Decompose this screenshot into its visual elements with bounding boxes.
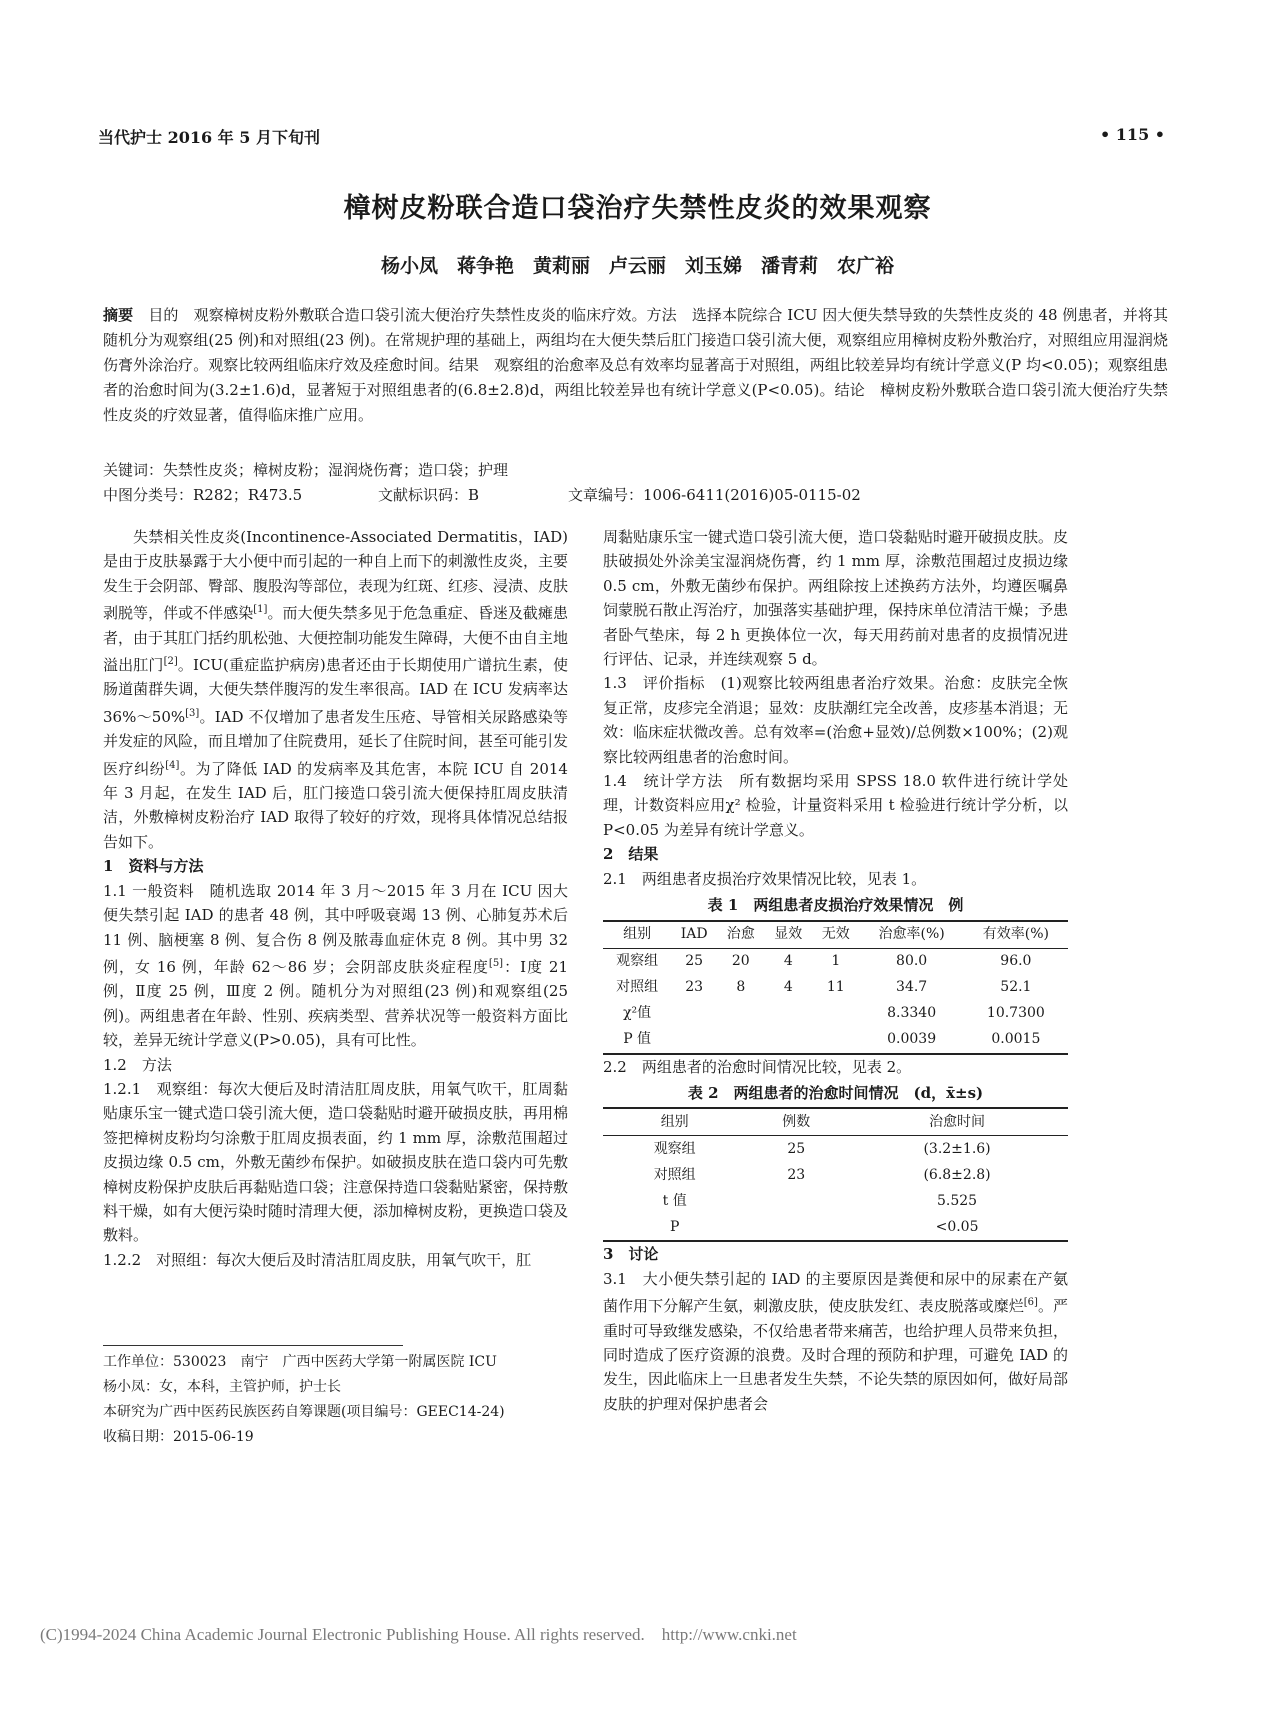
table-header-cell: 有效率(%): [964, 921, 1068, 949]
abstract-label: 摘要: [103, 306, 134, 324]
table-row: [603, 1162, 1068, 1188]
footnote-author: 杨小凤：女，本科，主管护师，护士长: [103, 1379, 341, 1395]
table-cell: 52.1: [1000, 979, 1032, 996]
table-cell: 80.0: [896, 953, 928, 970]
table-header-cell: 组别: [603, 1108, 746, 1136]
section-2-2: 2.2 两组患者的治愈时间情况比较，见表 2。: [603, 1057, 912, 1076]
table-cell: 11: [826, 979, 845, 996]
section-1-3: 1.3 评价指标 (1)观察比较两组患者治疗效果。治愈：皮肤完全恢复正常，皮疹完全消退；显效：皮肤潮红完全改善，皮疹基本消退；无效：临床症状微改善。总有效率=(治愈+显效)/总例数×100%；(2)观察比较两组患者的治愈时间。: [603, 674, 1069, 766]
section-1-2-1: 1.2.1 观察组：每次大便后及时清洁肛周皮肤，用氧气吹干，肛周黏贴康乐宝一键式造口袋引流大便，造口袋黏贴时避开破损皮肤，再用棉签把樟树皮粉均匀涂敷于肛周皮损表面，约 1 mm 厚，涂敷范围超过皮损边缘 0.5 cm，外敷无菌纱布保护。如破损皮肤在造口袋内可先敷樟树皮粉保护皮肤后再黏贴造口袋；注意保持造口袋黏贴紧密，保持敷料干燥，如有大便污染时随时清理大便，添加樟树皮粉，更换造口袋及敷料。: [103, 1079, 569, 1245]
table-cell: <0.05: [846, 1214, 1068, 1241]
table-header-cell: 无效: [812, 921, 859, 949]
author-list: 杨小凤 蒋争艳 黄莉丽 卢云丽 刘玉娣 潘青莉 农广裕: [380, 255, 894, 277]
table-cell: 10.7300: [986, 1005, 1045, 1022]
table-row: [603, 1136, 1068, 1163]
table-row: [603, 1188, 1068, 1214]
table-cell: 观察组: [616, 953, 659, 970]
table-cell: P: [603, 1214, 746, 1241]
abstract: [103, 303, 1168, 428]
section-heading-3: 3 讨论: [603, 1245, 659, 1264]
table-cell: 8: [736, 979, 746, 996]
table-cell: 1: [831, 953, 841, 970]
table-cell: [812, 1001, 859, 1027]
section-1-1-text-b: ：Ⅰ度 21 例，Ⅱ度 25 例，Ⅲ度 2 例。随机分为对照组(23 例)和观察组(25 例)。两组患者在年龄、性别、疾病类型、营养状况等一般资料方面比较，差异无统计学意义(P>0.05)，具有可比性。: [103, 957, 568, 1050]
section-heading-2: 2 结果: [603, 845, 659, 864]
section-3-1-text-b: 。严重时可导致继发感染，不仅给患者带来痛苦，也给护理人员带来负担，同时造成了医疗资源的浪费。及时合理的预防和护理，可避免 IAD 的发生，因此临床上一旦患者发生失禁，不论失禁的原因如何，做好局部皮肤的护理对保护患者会: [603, 1297, 1069, 1413]
table-row: [603, 975, 1068, 1001]
table-cell: [717, 1001, 764, 1027]
ref-1: [1]: [253, 604, 268, 616]
journal-running-head: 当代护士 2016 年 5 月下旬刊: [98, 128, 320, 147]
section-1-1: [103, 879, 568, 1053]
table-row: [603, 1214, 1068, 1241]
right-column: [603, 525, 1068, 1416]
table-cell: 20: [731, 953, 750, 970]
section-heading-1-2: 1.2 方法: [103, 1055, 172, 1074]
table-cell: [671, 1001, 717, 1027]
table-row: [603, 1001, 1068, 1027]
table-cell: 4: [783, 953, 793, 970]
table-header-cell: IAD: [671, 921, 717, 949]
table-cell: 5.525: [937, 1193, 978, 1210]
keywords: 关键词：失禁性皮炎；樟树皮粉；湿润烧伤膏；造口袋；护理: [103, 461, 509, 479]
table-cell: [746, 1188, 846, 1214]
section-1-2-2: 1.2.2 对照组：每次大便后及时清洁肛周皮肤，用氧气吹干，肛: [103, 1250, 532, 1269]
table-cell: [812, 1027, 859, 1054]
ref-5: [5]: [488, 957, 504, 969]
footnote-unit: 工作单位：530023 南宁 广西中医药大学第一附属医院 ICU: [103, 1354, 497, 1370]
ref-2: [2]: [163, 656, 178, 668]
abstract-text: 目的 观察樟树皮粉外敷联合造口袋引流大便治疗失禁性皮炎的临床疗效。方法 选择本院综合 ICU 因大便失禁导致的失禁性皮炎的 48 例患者，并将其随机分为观察组(25 例)和对照组(23 例)。在常规护理的基础上，两组均在大便失禁后肛门接造口袋引流大便，观察组应用樟树皮粉外敷治疗，对照组应用湿润烧伤膏外涂治疗。观察比较两组临床疗效及痊愈时间。结果 观察组的治愈率及总有效率均显著高于对照组，两组比较差异均有统计学意义(P 均<0.05)；观察组患者的治愈时间为(3.2±1.6)d，显著短于对照组患者的(6.8±2.8)d，两组比较差异也有统计学意义(P<0.05)。结论 樟树皮粉外敷联合造口袋引流大便治疗失禁性皮炎的疗效显著，值得临床推广应用。: [103, 306, 1168, 424]
clc-number: 中图分类号：R282；R473.5: [103, 486, 303, 504]
table-cell: P 值: [603, 1027, 671, 1054]
section-3-1: [603, 1267, 1068, 1416]
table-cell: 0.0039: [860, 1027, 964, 1054]
intro-text-a: 失禁相关性皮炎(Incontinence-Associated Dermatitis，IAD)是由于皮肤暴露于大小便中而引起的一种自上而下的刺激性皮炎，主要发生于会阴部、臀部、腹股沟等部位，表现为红斑、红疹、浸渍、皮肤剥脱等，伴或不伴感染: [103, 528, 569, 623]
article-title: 樟树皮粉联合造口袋治疗失禁性皮炎的效果观察: [343, 193, 932, 224]
section-1-1-text-a: 1.1 一般资料 随机选取 2014 年 3 月～2015 年 3 月在 ICU 因大便失禁引起 IAD 的患者 48 例，其中呼吸衰竭 13 例、心肺复苏术后 11 例、脑梗塞 8 例、复合伤 8 例及脓毒血症休克 8 例。其中男 32 例，女 16 例，年龄 62～86 岁；会阴部皮肤炎症程度: [103, 881, 568, 976]
table-cell: 对照组: [653, 1167, 696, 1184]
table-cell: [746, 1214, 846, 1241]
ref-4: [4]: [165, 759, 180, 771]
table-header-cell: 组别: [603, 921, 671, 949]
footnote-divider: [103, 1345, 403, 1346]
table-cell: [671, 1027, 717, 1054]
table-cell: 观察组: [653, 1141, 696, 1158]
table-cell: 23: [685, 979, 704, 996]
table-row: [603, 1027, 1068, 1054]
table-2-caption: 表 2 两组患者的治愈时间情况 (d，x̄±s): [687, 1083, 984, 1102]
intro-text-c: 。ICU(重症监护病房)患者还由于长期使用广谱抗生素，使肠道菌群失调，大便失禁伴腹泻的发生率很高。IAD 在 ICU 发病率达 36%～50%: [103, 656, 568, 726]
table-cell: χ²值: [623, 1005, 652, 1022]
table-header-cell: 治愈: [717, 921, 764, 949]
table-cell: 0.0015: [964, 1027, 1068, 1054]
ref-3: [3]: [185, 707, 200, 719]
table-1: [603, 920, 1068, 1055]
table-cell: 96.0: [1000, 953, 1032, 970]
table-cell: t 值: [662, 1193, 687, 1210]
ref-6: [6]: [1023, 1297, 1038, 1309]
article-number: 文章编号：1006-6411(2016)05-0115-02: [568, 486, 861, 504]
table-cell: (3.2±1.6): [923, 1141, 991, 1158]
footnotes: [103, 1350, 568, 1450]
footnote-fund: 本研究为广西中医药民族医药自筹课题(项目编号：GEEC14-24): [103, 1404, 505, 1420]
intro-text-b: 。而大便失禁多见于危急重症、昏迷及截瘫患者，由于其肛门括约肌松弛、大便控制功能发生障碍，大便不由自主地溢出肛门: [103, 604, 569, 675]
table-cell: [717, 1027, 764, 1054]
table-cell: [765, 1027, 812, 1054]
section-2-1: 2.1 两组患者皮损治疗效果情况比较，见表 1。: [603, 869, 927, 888]
document-code: 文献标识码：B: [378, 486, 480, 504]
table-cell: 25: [685, 953, 704, 970]
table-header-cell: 治愈率(%): [860, 921, 964, 949]
intro-paragraph: [103, 525, 568, 854]
table-header-cell: 显效: [765, 921, 812, 949]
table-header-cell: 治愈时间: [846, 1108, 1068, 1136]
page-number: • 115 •: [1100, 125, 1165, 144]
section-1-2-2-continued: 周黏贴康乐宝一键式造口袋引流大便，造口袋黏贴时避开破损皮肤。皮肤破损处外涂美宝湿润烧伤膏，约 1 mm 厚，涂敷范围超过皮损边缘 0.5 cm，外敷无菌纱布保护。两组除按上述换药方法外，均遵医嘱鼻饲蒙脱石散止泻治疗，加强落实基础护理，保持床单位清洁干燥；予患者卧气垫床，每 2 h 更换体位一次，每天用药前对患者的皮损情况进行评估、记录，并连续观察 5 d。: [603, 528, 1069, 669]
table-2: [603, 1107, 1068, 1242]
table-header-cell: 例数: [746, 1108, 846, 1136]
table-row: [603, 948, 1068, 975]
table-cell: 8.3340: [887, 1005, 937, 1022]
left-column: [103, 525, 568, 1272]
intro-text-e: 。为了降低 IAD 的发病率及其危害，本院 ICU 自 2014 年 3 月起，在发生 IAD 后，肛门接造口袋引流大便保持肛周皮肤清洁，外敷樟树皮粉治疗 IAD 取得了较好的疗效，现将具体情况总结报告如下。: [103, 759, 568, 851]
table-header-row: [603, 1108, 1068, 1136]
table-cell: 34.7: [896, 979, 928, 996]
section-1-4: 1.4 统计学方法 所有数据均采用 SPSS 18.0 软件进行统计学处理，计数资料应用χ² 检验，计量资料采用 t 检验进行统计学分析，以 P<0.05 为差异有统计学意义。: [603, 772, 1068, 839]
footnote-received: 收稿日期：2015-06-19: [103, 1429, 254, 1445]
table-cell: 4: [783, 979, 793, 996]
section-3-1-text-a: 3.1 大小便失禁引起的 IAD 的主要原因是粪便和尿中的尿素在产氨菌作用下分解产生氨，刺激皮肤，使皮肤发红、表皮脱落或糜烂: [603, 1269, 1068, 1316]
table-cell: 23: [787, 1167, 806, 1184]
table-cell: [765, 1001, 812, 1027]
table-1-caption: 表 1 两组患者皮损治疗效果情况 例: [707, 896, 964, 915]
table-cell: 25: [787, 1141, 806, 1158]
table-cell: (6.8±2.8): [923, 1167, 991, 1184]
copyright-notice: (C)1994-2024 China Academic Journal Electronic Publishing House. All rights reserved. http://www.cnki.net: [40, 1625, 797, 1644]
table-header-row: [603, 921, 1068, 949]
table-cell: 对照组: [616, 979, 659, 996]
intro-text-d: 。IAD 不仅增加了患者发生压疮、导管相关尿路感染等并发症的风险，而且增加了住院费用，延长了住院时间，甚至可能引发医疗纠纷: [103, 707, 569, 778]
section-heading-1: 1 资料与方法: [103, 857, 204, 876]
